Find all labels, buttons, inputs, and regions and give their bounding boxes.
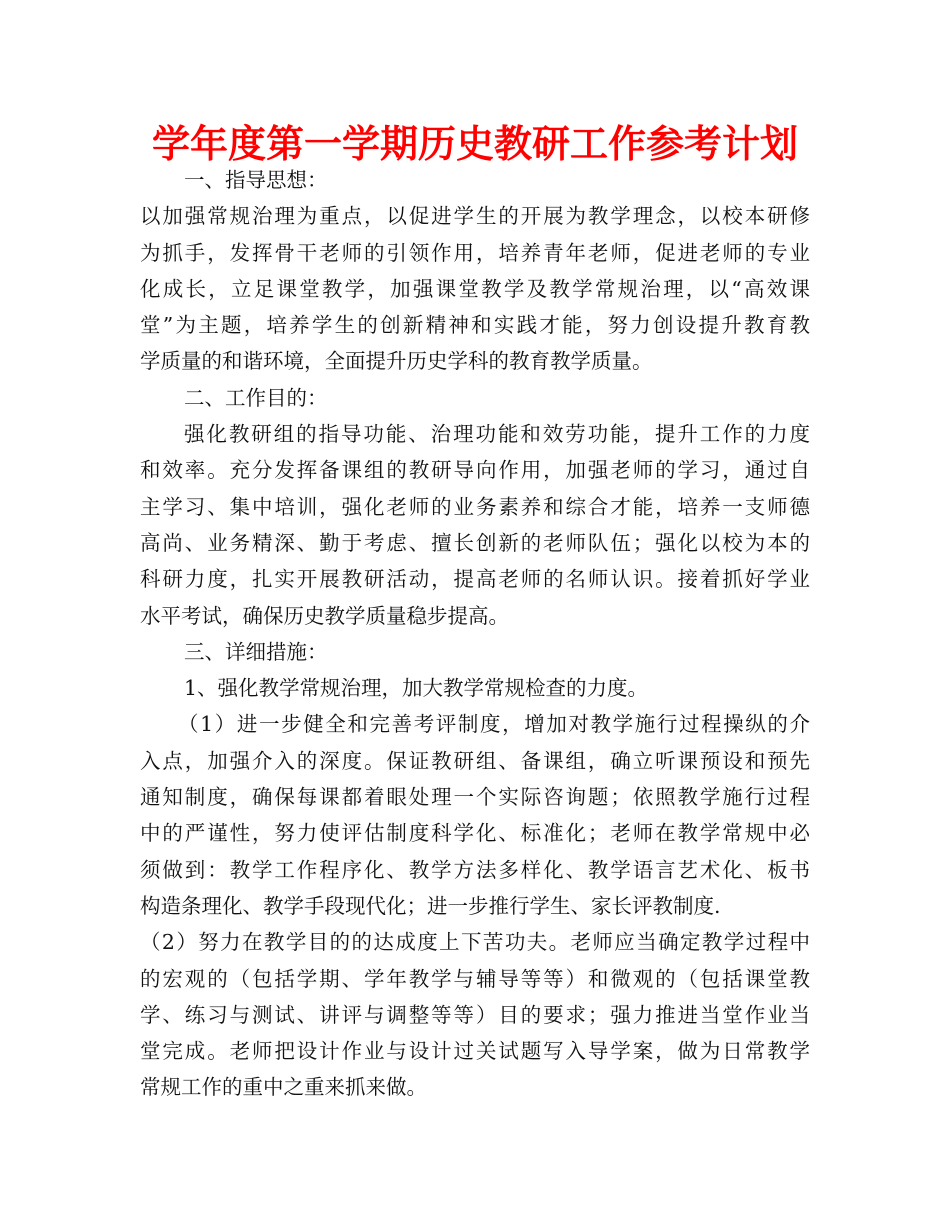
paragraph-line: 和效率。充分发挥备课组的教研导向作用，加强老师的学习，通过自: [140, 458, 810, 483]
section-heading-guiding-thought: 一、指导思想：: [184, 168, 328, 192]
paragraph-line: 为抓手，发挥骨干老师的引领作用，培养青年老师，促进老师的专业: [140, 240, 810, 265]
paragraph-line: 以加强常规治理为重点，以促进学生的开展为教学理念，以校本研修: [140, 204, 810, 229]
section-heading-measures: 三、详细措施：: [184, 639, 328, 664]
subsection-heading: 1、强化教学常规治理，加大教学常规检查的力度。: [184, 676, 649, 701]
section-heading-work-goals: 二、工作目的：: [184, 385, 328, 410]
paragraph-line: 科研力度，扎实开展教研活动，提高老师的名师认识。接着抓好学业: [140, 567, 810, 592]
paragraph-line: 通知制度，确保每课都着眼处理一个实际咨询题；依照教学施行过程: [140, 785, 810, 810]
paragraph-line: 堂”为主题，培养学生的创新精神和实践才能，努力创设提升教育教: [140, 313, 810, 338]
paragraph-line: 学、练习与测试、讲评与调整等等）目的要求；强力推进当堂作业当: [140, 1002, 810, 1027]
paragraph-line: 堂完成。老师把设计作业与设计过关试题写入导学案，做为日常教学: [140, 1039, 810, 1064]
paragraph-line: 常规工作的重中之重来抓来做。: [140, 1075, 427, 1100]
document-title: 学年度第一学期历史教研工作参考计划: [151, 122, 798, 166]
paragraph-line: 化成长，立足课堂教学，加强课堂教学及教学常规治理，以“高效课: [140, 276, 810, 301]
paragraph-line: 水平考试，确保历史教学质量稳步提高。: [140, 603, 509, 628]
paragraph-line: 主学习、集中培训，强化老师的业务素养和综合才能，培养一支师德: [140, 494, 810, 519]
paragraph-line: （2）努力在教学目的的达成度上下苦功夫。老师应当确定教学过程中: [140, 930, 810, 955]
paragraph-line: 须做到：教学工作程序化、教学方法多样化、教学语言艺术化、板书: [140, 857, 810, 882]
paragraph-line: （1）进一步健全和完善考评制度，增加对教学施行过程操纵的介: [178, 712, 810, 737]
paragraph-line: 高尚、业务精深、勤于考虑、擅长创新的老师队伍；强化以校为本的: [140, 530, 810, 555]
paragraph-line: 的宏观的（包括学期、学年教学与辅导等等）和微观的（包括课堂教: [140, 966, 810, 991]
paragraph-line: 入点，加强介入的深度。保证教研组、备课组，确立听课预设和预先: [140, 748, 810, 773]
paragraph-line: 学质量的和谐环境，全面提升历史学科的教育教学质量。: [140, 349, 653, 374]
paragraph-line: 构造条理化、教学手段现代化；进一步推行学生、家长评教制度.: [140, 893, 721, 918]
document-body: [140, 162, 810, 1106]
paragraph-line: 强化教研组的指导功能、治理功能和效劳功能，提升工作的力度: [184, 422, 810, 447]
paragraph-line: 中的严谨性，努力使评估制度科学化、标准化；老师在教学常规中必: [140, 821, 810, 846]
